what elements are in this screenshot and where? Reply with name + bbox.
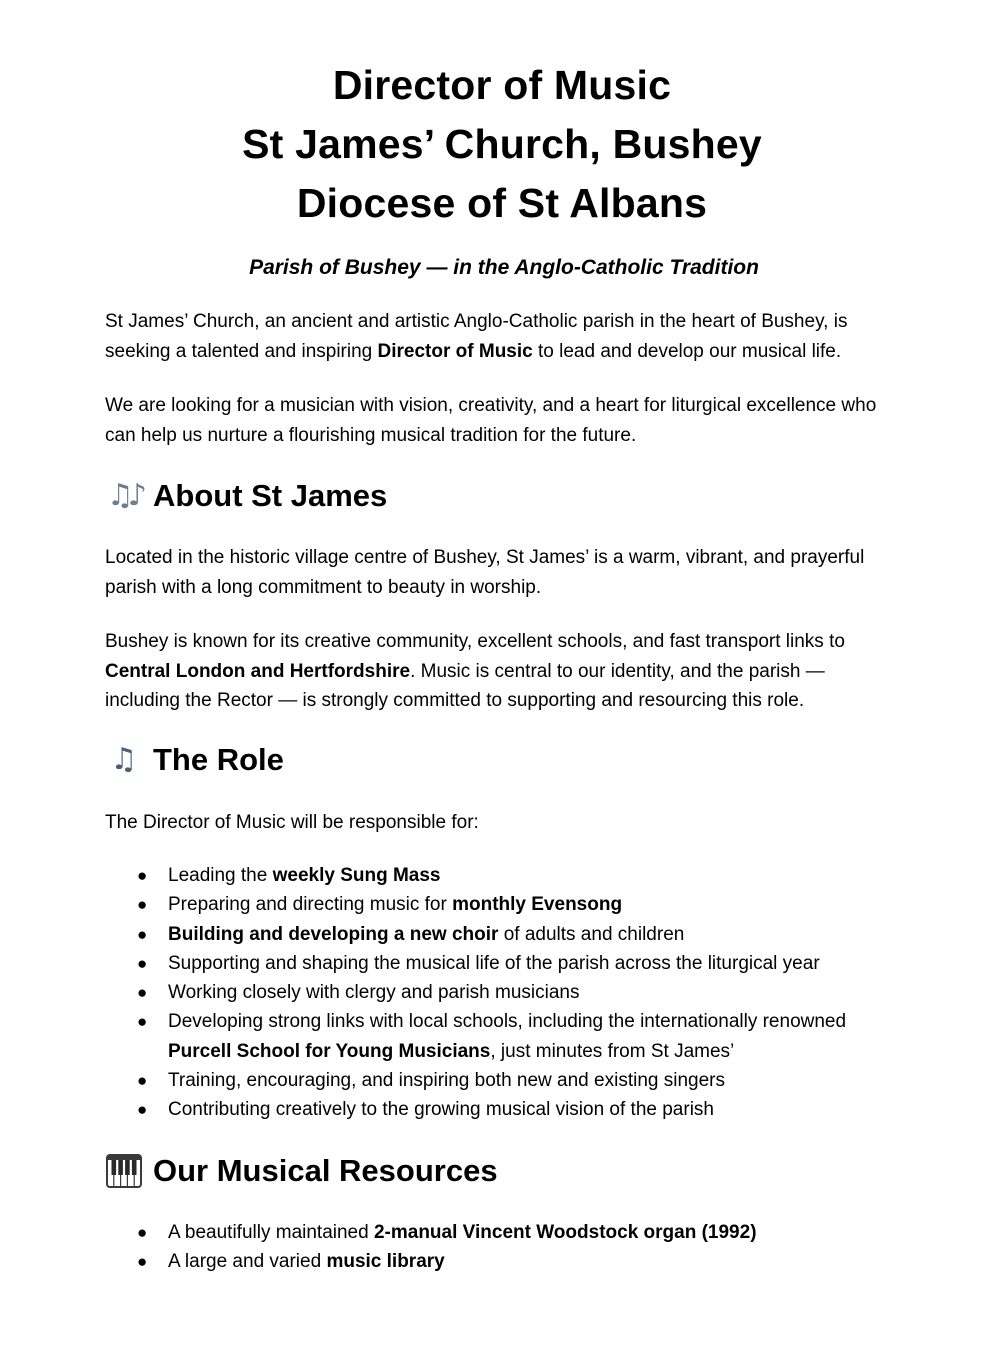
title-line-3: Diocese of St Albans bbox=[296, 180, 708, 226]
intro-paragraph-2: We are looking for a musician with vision, creativity, and a heart for liturgical excellence who can help us nurture a flourishing musical tradition for the future. bbox=[105, 395, 877, 446]
resources-list bbox=[0, 1218, 996, 1277]
intro-p1-text-c: to lead and develop our musical life. bbox=[532, 340, 842, 362]
item-bold: weekly Sung Mass bbox=[272, 865, 441, 886]
bullet-icon: ● bbox=[137, 866, 148, 885]
about-p2-text-a: Bushey is known for its creative community, excellent schools, and fast transport links to bbox=[105, 631, 845, 652]
list-item bbox=[0, 1095, 996, 1124]
bullet-icon: ● bbox=[137, 1100, 148, 1120]
list-item bbox=[0, 920, 996, 949]
list-item bbox=[0, 890, 996, 919]
list-item bbox=[0, 978, 996, 1007]
item-bold: 2-manual Vincent Woodstock organ (1992) bbox=[373, 1222, 757, 1243]
item-bold: music library bbox=[326, 1251, 445, 1273]
item-text: Supporting and shaping the musical life of the parish across the liturgical year bbox=[168, 952, 820, 974]
list-item bbox=[0, 861, 996, 890]
bullet-icon: ● bbox=[137, 983, 148, 1003]
bullet-icon: ● bbox=[137, 1012, 148, 1032]
intro-p1-text-a: St James’ Church, an ancient and artistic Anglo-Catholic parish in the heart of Bushey, is seeking a talented and inspiring bbox=[105, 311, 848, 362]
item-text: A large and varied bbox=[168, 1251, 327, 1273]
bullet-icon: ● bbox=[137, 1223, 148, 1242]
item-text: Developing strong links with local schools, including the internationally renowned bbox=[168, 1011, 847, 1033]
bullet-icon: ● bbox=[137, 1252, 148, 1272]
musical-note-icon: ♫ bbox=[110, 742, 138, 777]
item-text: Preparing and directing music for bbox=[168, 894, 453, 916]
list-item bbox=[0, 949, 996, 978]
subtitle: Parish of Bushey — in the Anglo-Catholic Tradition bbox=[249, 256, 759, 279]
about-p2-text-c: . Music is central to our identity, and the parish — including the Rector — is strongly committed to supporting and resourcing this role. bbox=[105, 660, 825, 711]
list-item bbox=[0, 1066, 996, 1095]
list-item bbox=[0, 1218, 996, 1247]
about-heading bbox=[104, 476, 387, 516]
page-title bbox=[0, 56, 996, 233]
role-heading bbox=[104, 740, 284, 780]
musical-notes-icon: ♫♪ bbox=[106, 478, 142, 513]
about-heading-text: About St James bbox=[153, 478, 388, 513]
title-line-1: Director of Music bbox=[332, 62, 672, 108]
bullet-icon: ● bbox=[137, 1071, 148, 1091]
bullet-icon: ● bbox=[137, 924, 148, 944]
title-line-2: St James’ Church, Bushey bbox=[242, 121, 762, 167]
item-text: A beautifully maintained bbox=[168, 1222, 374, 1243]
item-text: of adults and children bbox=[498, 923, 685, 945]
item-bold: Building and developing a new choir bbox=[168, 923, 499, 945]
role-intro: The Director of Music will be responsible for: bbox=[105, 812, 479, 833]
item-text: , just minutes from St James’ bbox=[490, 1040, 735, 1062]
about-paragraph-1: Located in the historic village centre of Bushey, St James’ is a warm, vibrant, and prayerful parish with a long commitment to beauty in worship. bbox=[105, 547, 865, 598]
piano-keys-icon bbox=[106, 1154, 142, 1188]
resources-heading bbox=[104, 1151, 498, 1191]
bullet-icon: ● bbox=[137, 895, 148, 915]
role-heading-text: The Role bbox=[153, 742, 284, 777]
item-bold: Purcell School for Young Musicians bbox=[168, 1040, 491, 1062]
item-text: Training, encouraging, and inspiring both new and existing singers bbox=[168, 1070, 725, 1092]
role-list bbox=[0, 861, 996, 1125]
item-text: Working closely with clergy and parish musicians bbox=[168, 982, 580, 1004]
intro-paragraph-1 bbox=[105, 307, 905, 366]
about-paragraph-2 bbox=[105, 627, 905, 716]
intro-p1-bold: Director of Music bbox=[377, 340, 533, 362]
resources-heading-text: Our Musical Resources bbox=[153, 1153, 498, 1188]
list-item bbox=[0, 1247, 996, 1276]
bullet-icon: ● bbox=[137, 953, 148, 973]
list-item bbox=[0, 1007, 996, 1066]
item-text: Contributing creatively to the growing musical vision of the parish bbox=[168, 1099, 714, 1121]
about-p2-bold: Central London and Hertfordshire bbox=[105, 660, 411, 682]
item-bold: monthly Evensong bbox=[452, 894, 623, 916]
item-text: Leading the bbox=[168, 865, 273, 886]
